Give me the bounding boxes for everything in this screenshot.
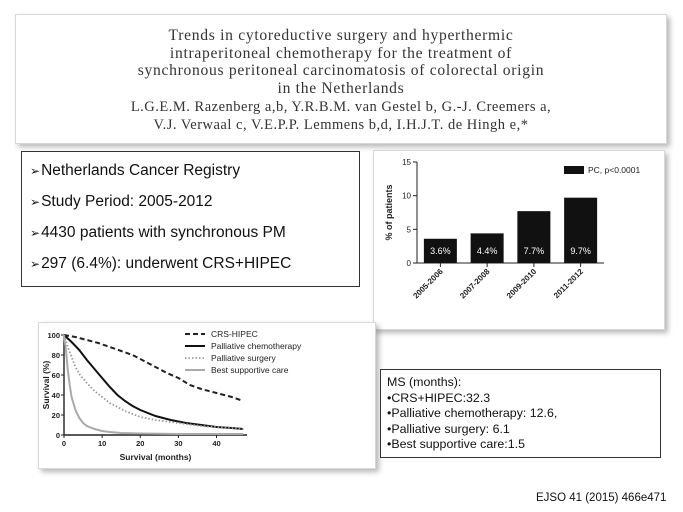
bar-data-label: 7.7% xyxy=(523,246,545,256)
legend-label: Palliative surgery xyxy=(211,353,276,363)
x-tick-label: 2009-2010 xyxy=(504,267,539,301)
bullet-text: Netherlands Cancer Registry xyxy=(41,162,241,179)
y-tick-label: 40 xyxy=(51,391,60,400)
survival-curve-chart xyxy=(39,323,375,468)
y-axis-title: Survival (%) xyxy=(41,360,51,410)
summary-bullet xyxy=(30,193,213,211)
y-tick-label: 80 xyxy=(51,351,60,360)
arrow-bullet-icon: ➢ xyxy=(30,164,41,178)
bar-data-label: 9.7% xyxy=(570,246,591,256)
x-tick-label: 20 xyxy=(136,439,145,448)
pc-trend-chart-panel xyxy=(373,150,665,330)
y-tick-label: 20 xyxy=(51,411,60,420)
pc-trend-bar-chart xyxy=(374,151,664,329)
median-survival-box xyxy=(380,369,661,458)
legend-label: CRS-HIPEC xyxy=(211,329,258,339)
x-axis-title: Survival (months) xyxy=(119,452,192,462)
ms-item: •Palliative chemotherapy: 12.6, xyxy=(387,406,558,421)
ms-heading: MS (months): xyxy=(387,375,462,389)
legend-swatch xyxy=(564,166,584,174)
x-tick-label: 2005-2006 xyxy=(411,267,445,301)
arrow-bullet-icon: ➢ xyxy=(30,257,41,271)
citation: EJSO 41 (2015) 466e471 xyxy=(536,492,667,504)
paper-header xyxy=(15,14,667,144)
x-tick-label: 2007-2008 xyxy=(458,267,492,301)
ms-item: •CRS+HIPEC:32.3 xyxy=(387,390,491,405)
y-tick-label: 5 xyxy=(406,225,411,235)
ms-item: •Palliative surgery: 6.1 xyxy=(387,421,510,436)
bullet-text: Study Period: 2005-2012 xyxy=(41,193,213,210)
legend-label: PC, p<0.0001 xyxy=(588,165,641,175)
summary-bullet xyxy=(30,224,286,242)
y-axis-title: % of patients xyxy=(384,184,394,241)
y-tick-label: 60 xyxy=(51,371,60,380)
survival-chart-panel xyxy=(38,322,376,469)
y-tick-label: 0 xyxy=(55,431,60,440)
x-tick-label: 2011-2012 xyxy=(551,267,586,301)
y-tick-label: 10 xyxy=(402,191,411,201)
y-tick-label: 0 xyxy=(406,259,411,268)
x-tick-label: 40 xyxy=(212,439,221,448)
ms-item: •Best supportive care:1.5 xyxy=(387,437,525,452)
arrow-bullet-icon: ➢ xyxy=(30,195,41,209)
paper-title: Trends in cytoreductive surgery and hyperthermic intraperitoneal chemotherapy for the treatment of synchronous peritoneal carcinomatosis of colorectal origin in the Netherlands xyxy=(137,27,545,97)
bullet-text: 4430 patients with synchronous PM xyxy=(41,224,286,241)
summary-bullet xyxy=(30,255,291,273)
summary-bullet xyxy=(30,162,240,180)
bar-data-label: 4.4% xyxy=(476,246,498,256)
x-tick-label: 0 xyxy=(61,439,67,448)
arrow-bullet-icon: ➢ xyxy=(30,226,41,240)
y-tick-label: 100 xyxy=(47,331,60,340)
y-tick-label: 15 xyxy=(402,158,411,167)
x-tick-label: 30 xyxy=(174,439,183,448)
legend-label: Palliative chemotherapy xyxy=(211,341,302,351)
bar-data-label: 3.6% xyxy=(430,246,451,256)
study-summary-box xyxy=(21,151,360,287)
legend-label: Best supportive care xyxy=(211,365,289,375)
x-tick-label: 10 xyxy=(97,439,107,448)
bullet-text: 297 (6.4%): underwent CRS+HIPEC xyxy=(41,255,292,272)
paper-authors: L.G.E.M. Razenberg a,b, Y.R.B.M. van Gestel b, G.-J. Creemers a, V.J. Verwaal c, V.E.P.P. Lemmens b,d, I.H.J.T. de Hingh e,* xyxy=(130,99,552,133)
